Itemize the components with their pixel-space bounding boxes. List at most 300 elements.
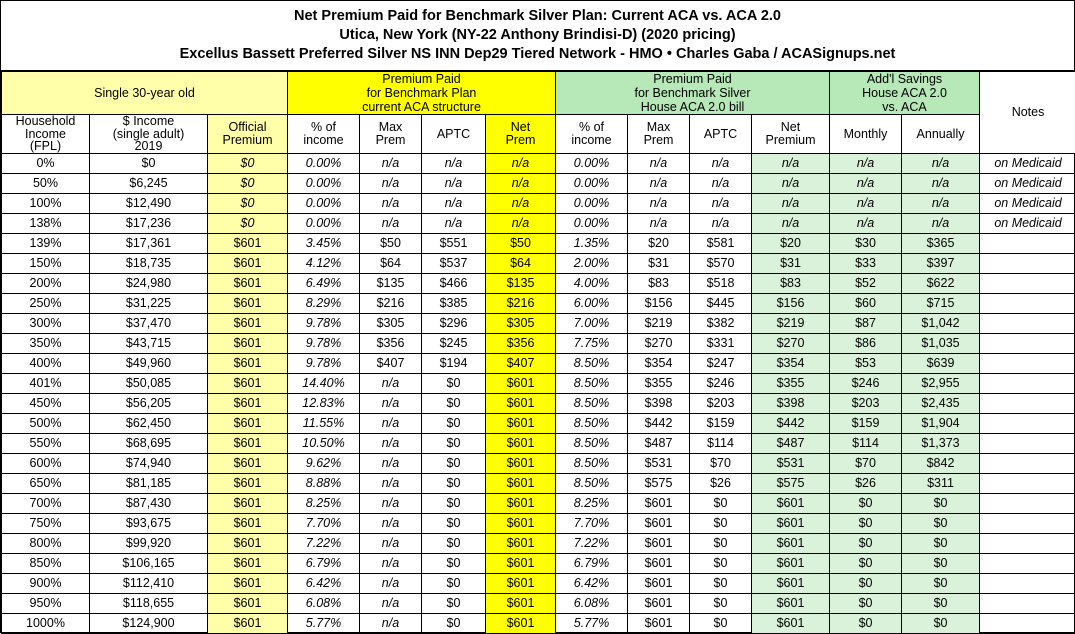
column-header-row [2, 115, 1075, 154]
cell-aca2-net-premium: $601 [752, 553, 830, 573]
cell-aca2-net-premium: $442 [752, 413, 830, 433]
col-aca-net-prem [486, 115, 556, 154]
cell-fpl: 139% [2, 233, 90, 253]
cell-notes [980, 253, 1075, 273]
cell-aca2-net-premium: $398 [752, 393, 830, 413]
cell-aca2-aptc: $246 [690, 373, 752, 393]
cell-aca2-max-prem: $601 [628, 573, 690, 593]
table-row [2, 233, 1075, 253]
cell-aca-net-prem: $601 [486, 433, 556, 453]
cell-savings-annually: $0 [902, 613, 980, 633]
cell-aca-max-prem: n/a [360, 533, 422, 553]
cell-savings-monthly: $53 [830, 353, 902, 373]
cell-aca2-net-premium: n/a [752, 193, 830, 213]
table-row [2, 153, 1075, 173]
cell-aca2-pct: 5.77% [556, 613, 628, 633]
cell-fpl: 1000% [2, 613, 90, 633]
cell-savings-annually: $1,904 [902, 413, 980, 433]
cell-official-premium: $601 [208, 493, 288, 513]
table-row [2, 573, 1075, 593]
cell-savings-annually: $1,035 [902, 333, 980, 353]
cell-official-premium: $0 [208, 173, 288, 193]
table-row [2, 493, 1075, 513]
group-header-aca2-line2: for Benchmark Silver [556, 86, 829, 100]
cell-income: $6,245 [90, 173, 208, 193]
cell-aca2-net-premium: $575 [752, 473, 830, 493]
cell-notes [980, 233, 1075, 253]
cell-aca-aptc: $296 [422, 313, 486, 333]
cell-income: $81,185 [90, 473, 208, 493]
cell-aca2-pct: 7.75% [556, 333, 628, 353]
cell-savings-monthly: $30 [830, 233, 902, 253]
cell-official-premium: $601 [208, 533, 288, 553]
cell-notes: on Medicaid [980, 213, 1075, 233]
cell-savings-annually: n/a [902, 173, 980, 193]
cell-fpl: 950% [2, 593, 90, 613]
cell-official-premium: $601 [208, 373, 288, 393]
cell-savings-annually: n/a [902, 213, 980, 233]
cell-aca-aptc: $0 [422, 553, 486, 573]
cell-aca-max-prem: n/a [360, 613, 422, 633]
cell-official-premium: $601 [208, 293, 288, 313]
cell-fpl: 250% [2, 293, 90, 313]
cell-aca2-max-prem: $601 [628, 533, 690, 553]
cell-official-premium: $601 [208, 413, 288, 433]
cell-aca2-pct: 0.00% [556, 153, 628, 173]
cell-aca2-net-premium: $487 [752, 433, 830, 453]
cell-aca-net-prem: n/a [486, 213, 556, 233]
cell-notes: on Medicaid [980, 193, 1075, 213]
cell-aca-aptc: $245 [422, 333, 486, 353]
cell-notes [980, 393, 1075, 413]
cell-notes: on Medicaid [980, 173, 1075, 193]
cell-aca2-pct: 8.50% [556, 393, 628, 413]
cell-aca2-max-prem: $83 [628, 273, 690, 293]
cell-aca2-pct: 6.42% [556, 573, 628, 593]
cell-official-premium: $601 [208, 613, 288, 633]
cell-fpl: 150% [2, 253, 90, 273]
cell-aca2-max-prem: $219 [628, 313, 690, 333]
cell-aca2-aptc: $26 [690, 473, 752, 493]
cell-official-premium: $601 [208, 513, 288, 533]
cell-aca2-pct: 0.00% [556, 193, 628, 213]
cell-official-premium: $601 [208, 333, 288, 353]
cell-aca-pct: 14.40% [288, 373, 360, 393]
cell-notes [980, 453, 1075, 473]
cell-aca2-aptc: $0 [690, 533, 752, 553]
cell-savings-monthly: $0 [830, 593, 902, 613]
cell-notes [980, 493, 1075, 513]
cell-savings-monthly: $87 [830, 313, 902, 333]
group-header-current-aca-line2: for Benchmark Plan [288, 86, 555, 100]
cell-income: $112,410 [90, 573, 208, 593]
cell-aca-pct: 10.50% [288, 433, 360, 453]
table-row [2, 333, 1075, 353]
cell-aca-max-prem: $356 [360, 333, 422, 353]
col-aca-pct-income-line1: % of [288, 121, 359, 134]
cell-aca-pct: 0.00% [288, 193, 360, 213]
col-aca-net-prem-line2: Prem [486, 134, 555, 147]
cell-aca-pct: 0.00% [288, 213, 360, 233]
cell-notes [980, 293, 1075, 313]
cell-aca-max-prem: $64 [360, 253, 422, 273]
cell-aca2-net-premium: $355 [752, 373, 830, 393]
col-aca2-max-prem-line1: Max [628, 121, 689, 134]
cell-savings-monthly: $159 [830, 413, 902, 433]
cell-savings-monthly: $70 [830, 453, 902, 473]
col-household-income-fpl [2, 115, 90, 154]
cell-aca-net-prem: $601 [486, 553, 556, 573]
cell-aca2-net-premium: $601 [752, 593, 830, 613]
cell-official-premium: $601 [208, 593, 288, 613]
cell-aca2-aptc: n/a [690, 193, 752, 213]
col-aca2-pct-income-line2: income [556, 134, 627, 147]
cell-official-premium: $0 [208, 193, 288, 213]
cell-aca2-pct: 8.50% [556, 373, 628, 393]
cell-aca-max-prem: n/a [360, 173, 422, 193]
cell-savings-monthly: $0 [830, 613, 902, 633]
col-dollar-income-line2: (single adult) [90, 128, 207, 141]
col-savings-monthly: Monthly [830, 115, 902, 154]
cell-aca-net-prem: $601 [486, 393, 556, 413]
cell-aca-pct: 8.88% [288, 473, 360, 493]
cell-aca2-aptc: $570 [690, 253, 752, 273]
cell-aca2-max-prem: $575 [628, 473, 690, 493]
cell-aca2-net-premium: $601 [752, 493, 830, 513]
cell-income: $37,470 [90, 313, 208, 333]
col-aca-pct-income [288, 115, 360, 154]
cell-aca2-max-prem: $601 [628, 493, 690, 513]
cell-aca2-pct: 8.50% [556, 473, 628, 493]
table-row [2, 213, 1075, 233]
cell-aca-max-prem: n/a [360, 553, 422, 573]
cell-savings-monthly: n/a [830, 213, 902, 233]
cell-official-premium: $0 [208, 213, 288, 233]
cell-fpl: 300% [2, 313, 90, 333]
cell-aca2-net-premium: $83 [752, 273, 830, 293]
cell-aca2-aptc: $0 [690, 553, 752, 573]
cell-aca-pct: 6.42% [288, 573, 360, 593]
cell-aca2-aptc: $445 [690, 293, 752, 313]
cell-aca-pct: 7.70% [288, 513, 360, 533]
cell-aca2-aptc: n/a [690, 153, 752, 173]
cell-aca2-net-premium: n/a [752, 153, 830, 173]
cell-aca2-max-prem: $601 [628, 613, 690, 633]
group-header-aca2-line3: House ACA 2.0 bill [556, 100, 829, 114]
cell-notes: on Medicaid [980, 153, 1075, 173]
cell-aca-net-prem: $305 [486, 313, 556, 333]
cell-aca2-max-prem: $487 [628, 433, 690, 453]
col-aca2-net-premium-line2: Premium [752, 134, 829, 147]
cell-aca2-max-prem: $31 [628, 253, 690, 273]
cell-aca2-pct: 6.08% [556, 593, 628, 613]
cell-savings-annually: $365 [902, 233, 980, 253]
cell-aca2-aptc: $0 [690, 513, 752, 533]
cell-savings-monthly: $0 [830, 513, 902, 533]
table-row [2, 253, 1075, 273]
table-row [2, 593, 1075, 613]
group-header-current-aca [288, 72, 556, 115]
cell-official-premium: $0 [208, 153, 288, 173]
cell-aca-pct: 8.25% [288, 493, 360, 513]
cell-aca-max-prem: n/a [360, 453, 422, 473]
group-header-savings-line3: vs. ACA [830, 100, 979, 114]
cell-aca-aptc: $0 [422, 433, 486, 453]
cell-notes [980, 273, 1075, 293]
title-line-3: Excellus Bassett Preferred Silver NS INN Dep29 Tiered Network - HMO • Charles Gaba / ACASignups.net [1, 45, 1074, 64]
col-aca2-pct-income [556, 115, 628, 154]
cell-aca-net-prem: $601 [486, 473, 556, 493]
cell-income: $124,900 [90, 613, 208, 633]
cell-aca-max-prem: $50 [360, 233, 422, 253]
cell-aca-net-prem: $601 [486, 513, 556, 533]
cell-aca2-pct: 7.22% [556, 533, 628, 553]
cell-aca-net-prem: $601 [486, 453, 556, 473]
cell-savings-annually: $0 [902, 533, 980, 553]
col-aca-net-prem-line1: Net [486, 121, 555, 134]
cell-aca-net-prem: $50 [486, 233, 556, 253]
cell-aca-aptc: $0 [422, 413, 486, 433]
cell-savings-annually: n/a [902, 153, 980, 173]
cell-notes [980, 433, 1075, 453]
cell-aca-net-prem: $135 [486, 273, 556, 293]
cell-aca2-aptc: $159 [690, 413, 752, 433]
cell-official-premium: $601 [208, 553, 288, 573]
cell-aca-max-prem: n/a [360, 433, 422, 453]
cell-aca-aptc: $537 [422, 253, 486, 273]
cell-income: $74,940 [90, 453, 208, 473]
table-row [2, 313, 1075, 333]
cell-aca-aptc: n/a [422, 213, 486, 233]
cell-aca2-pct: 4.00% [556, 273, 628, 293]
table-row [2, 173, 1075, 193]
group-header-savings-line2: House ACA 2.0 [830, 86, 979, 100]
cell-official-premium: $601 [208, 273, 288, 293]
cell-aca2-net-premium: $219 [752, 313, 830, 333]
cell-aca2-aptc: $0 [690, 493, 752, 513]
cell-aca-aptc: n/a [422, 193, 486, 213]
cell-income: $87,430 [90, 493, 208, 513]
cell-aca-net-prem: $601 [486, 593, 556, 613]
cell-aca-aptc: $0 [422, 493, 486, 513]
col-household-income-fpl-line2: Income [2, 128, 89, 141]
cell-aca-pct: 9.78% [288, 353, 360, 373]
cell-aca2-max-prem: $601 [628, 513, 690, 533]
table-row [2, 193, 1075, 213]
col-dollar-income [90, 115, 208, 154]
cell-aca-max-prem: n/a [360, 213, 422, 233]
cell-fpl: 500% [2, 413, 90, 433]
cell-savings-monthly: $114 [830, 433, 902, 453]
cell-fpl: 800% [2, 533, 90, 553]
cell-fpl: 750% [2, 513, 90, 533]
cell-notes [980, 413, 1075, 433]
cell-official-premium: $601 [208, 233, 288, 253]
cell-savings-annually: $0 [902, 553, 980, 573]
group-header-aca2 [556, 72, 830, 115]
cell-official-premium: $601 [208, 473, 288, 493]
cell-aca2-pct: 6.79% [556, 553, 628, 573]
cell-aca-pct: 7.22% [288, 533, 360, 553]
cell-official-premium: $601 [208, 313, 288, 333]
cell-aca2-aptc: $70 [690, 453, 752, 473]
table-row [2, 453, 1075, 473]
title-line-1: Net Premium Paid for Benchmark Silver Plan: Current ACA vs. ACA 2.0 [1, 7, 1074, 26]
cell-income: $17,236 [90, 213, 208, 233]
cell-notes [980, 593, 1075, 613]
group-header-row [2, 72, 1075, 115]
cell-aca-net-prem: $601 [486, 613, 556, 633]
cell-aca-net-prem: n/a [486, 193, 556, 213]
cell-aca2-net-premium: $270 [752, 333, 830, 353]
cell-income: $93,675 [90, 513, 208, 533]
cell-aca2-max-prem: $355 [628, 373, 690, 393]
cell-aca2-aptc: n/a [690, 173, 752, 193]
cell-aca-aptc: $0 [422, 393, 486, 413]
cell-savings-monthly: $52 [830, 273, 902, 293]
cell-savings-monthly: $0 [830, 573, 902, 593]
cell-aca2-max-prem: $20 [628, 233, 690, 253]
cell-aca2-max-prem: $398 [628, 393, 690, 413]
cell-fpl: 50% [2, 173, 90, 193]
cell-savings-annually: n/a [902, 193, 980, 213]
cell-aca-aptc: $0 [422, 453, 486, 473]
cell-fpl: 700% [2, 493, 90, 513]
col-household-income-fpl-line3: (FPL) [2, 140, 89, 153]
cell-savings-monthly: n/a [830, 153, 902, 173]
cell-aca2-net-premium: n/a [752, 173, 830, 193]
cell-aca-pct: 0.00% [288, 153, 360, 173]
cell-savings-annually: $842 [902, 453, 980, 473]
cell-aca2-pct: 2.00% [556, 253, 628, 273]
col-dollar-income-line1: $ Income [90, 115, 207, 128]
table-body [2, 153, 1075, 633]
table-row [2, 353, 1075, 373]
cell-notes [980, 513, 1075, 533]
cell-aca2-aptc: $247 [690, 353, 752, 373]
cell-aca2-max-prem: $156 [628, 293, 690, 313]
cell-aca-net-prem: $601 [486, 413, 556, 433]
cell-income: $118,655 [90, 593, 208, 613]
cell-aca2-net-premium: $601 [752, 513, 830, 533]
col-aca2-max-prem-line2: Prem [628, 134, 689, 147]
cell-aca-aptc: $385 [422, 293, 486, 313]
col-aca2-net-premium-line1: Net [752, 121, 829, 134]
cell-fpl: 401% [2, 373, 90, 393]
cell-aca2-net-premium: n/a [752, 213, 830, 233]
group-header-current-aca-line1: Premium Paid [288, 72, 555, 86]
cell-aca-max-prem: n/a [360, 593, 422, 613]
col-aca2-aptc: APTC [690, 115, 752, 154]
cell-official-premium: $601 [208, 573, 288, 593]
cell-aca-pct: 6.08% [288, 593, 360, 613]
cell-aca-max-prem: n/a [360, 513, 422, 533]
cell-savings-annually: $0 [902, 573, 980, 593]
group-header-aca2-line1: Premium Paid [556, 72, 829, 86]
cell-aca2-aptc: $331 [690, 333, 752, 353]
cell-aca-pct: 0.00% [288, 173, 360, 193]
cell-savings-monthly: $203 [830, 393, 902, 413]
cell-aca2-max-prem: n/a [628, 213, 690, 233]
cell-income: $43,715 [90, 333, 208, 353]
cell-savings-annually: $397 [902, 253, 980, 273]
group-header-notes: Notes [980, 72, 1075, 154]
cell-savings-annually: $311 [902, 473, 980, 493]
table-row [2, 553, 1075, 573]
cell-aca-max-prem: $407 [360, 353, 422, 373]
cell-aca2-net-premium: $601 [752, 533, 830, 553]
cell-aca-pct: 6.49% [288, 273, 360, 293]
cell-notes [980, 573, 1075, 593]
cell-aca-net-prem: $601 [486, 533, 556, 553]
cell-aca-max-prem: n/a [360, 373, 422, 393]
cell-aca-pct: 9.78% [288, 313, 360, 333]
cell-aca2-aptc: $0 [690, 613, 752, 633]
table-row [2, 293, 1075, 313]
cell-aca-net-prem: $601 [486, 373, 556, 393]
table-row [2, 473, 1075, 493]
cell-aca2-pct: 8.50% [556, 413, 628, 433]
table-row [2, 413, 1075, 433]
cell-savings-annually: $715 [902, 293, 980, 313]
cell-savings-annually: $0 [902, 593, 980, 613]
col-household-income-fpl-line1: Household [2, 115, 89, 128]
cell-aca2-max-prem: $531 [628, 453, 690, 473]
cell-aca2-aptc: $114 [690, 433, 752, 453]
cell-savings-monthly: $26 [830, 473, 902, 493]
cell-income: $106,165 [90, 553, 208, 573]
cell-aca-pct: 12.83% [288, 393, 360, 413]
cell-aca-pct: 9.62% [288, 453, 360, 473]
cell-fpl: 600% [2, 453, 90, 473]
cell-aca2-max-prem: $270 [628, 333, 690, 353]
cell-aca-aptc: $551 [422, 233, 486, 253]
col-savings-annually: Annually [902, 115, 980, 154]
cell-aca-pct: 11.55% [288, 413, 360, 433]
cell-aca2-pct: 7.00% [556, 313, 628, 333]
table-row [2, 393, 1075, 413]
cell-fpl: 200% [2, 273, 90, 293]
cell-aca-max-prem: n/a [360, 493, 422, 513]
cell-aca-net-prem: $216 [486, 293, 556, 313]
cell-income: $31,225 [90, 293, 208, 313]
cell-aca2-aptc: $203 [690, 393, 752, 413]
cell-aca2-pct: 8.50% [556, 453, 628, 473]
col-aca2-net-premium [752, 115, 830, 154]
col-official-premium-line2: Premium [208, 134, 287, 147]
cell-income: $56,205 [90, 393, 208, 413]
cell-official-premium: $601 [208, 453, 288, 473]
cell-savings-annually: $639 [902, 353, 980, 373]
cell-savings-annually: $622 [902, 273, 980, 293]
col-official-premium-line1: Official [208, 121, 287, 134]
cell-aca-max-prem: n/a [360, 393, 422, 413]
cell-savings-monthly: n/a [830, 193, 902, 213]
cell-aca2-pct: 0.00% [556, 173, 628, 193]
col-dollar-income-line3: 2019 [90, 140, 207, 153]
cell-aca2-max-prem: n/a [628, 193, 690, 213]
cell-aca-aptc: n/a [422, 153, 486, 173]
group-header-current-aca-line3: current ACA structure [288, 100, 555, 114]
cell-aca-net-prem: $356 [486, 333, 556, 353]
cell-aca2-net-premium: $31 [752, 253, 830, 273]
cell-aca-max-prem: n/a [360, 193, 422, 213]
cell-notes [980, 333, 1075, 353]
cell-aca2-max-prem: n/a [628, 173, 690, 193]
col-aca-max-prem-line2: Prem [360, 134, 421, 147]
cell-income: $68,695 [90, 433, 208, 453]
cell-income: $0 [90, 153, 208, 173]
